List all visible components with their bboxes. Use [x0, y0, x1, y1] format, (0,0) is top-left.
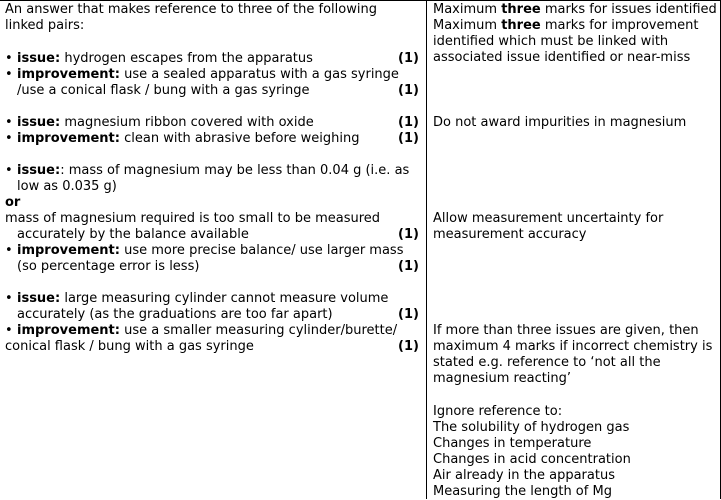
- pair2-improvement-mark: (1): [398, 131, 419, 146]
- max2-b: three: [501, 18, 541, 33]
- improvement-label: improvement:: [17, 67, 120, 82]
- more-than-three-line-1: If more than three issues are given, then: [433, 323, 699, 338]
- bullet-icon: •: [5, 67, 13, 82]
- more-than-three-line-2: maximum 4 marks if incorrect chemistry is: [433, 339, 713, 354]
- max1-a: Maximum: [433, 2, 502, 17]
- ignore-item: Air already in the apparatus: [433, 468, 615, 483]
- intro-line-1: An answer that makes reference to three of the following: [5, 2, 377, 17]
- improvement-label: improvement:: [17, 243, 120, 258]
- top-border: [0, 0, 721, 1]
- allow-line-1: Allow measurement uncertainty for: [433, 211, 664, 226]
- pair3-issue: [17, 163, 409, 179]
- bullet-icon: •: [5, 115, 13, 130]
- pair1-improvement-mark: (1): [398, 83, 419, 98]
- pair2-issue: [17, 115, 314, 131]
- pair4-issue-text: large measuring cylinder cannot measure volume: [60, 291, 389, 306]
- bullet-icon: •: [5, 323, 13, 338]
- impurities-note: Do not award impurities in magnesium: [433, 115, 687, 130]
- allow-line-2: measurement accuracy: [433, 227, 587, 242]
- bullet-icon: •: [5, 131, 13, 146]
- issue-label: issue:: [17, 291, 61, 306]
- pair2-improvement-text: clean with abrasive before weighing: [119, 131, 360, 146]
- issue-label: issue:: [17, 115, 61, 130]
- more-than-three-line-3: stated e.g. reference to ‘not all the: [433, 355, 661, 370]
- pair1-improvement-cont: /use a conical flask / bung with a gas syringe: [17, 83, 310, 98]
- pair1-issue-text: hydrogen escapes from the apparatus: [60, 51, 313, 66]
- pair4-improvement: [17, 323, 397, 339]
- pair3-issue-mark: (1): [398, 227, 419, 242]
- bullet-icon: •: [5, 51, 13, 66]
- intro-line-2: linked pairs:: [5, 18, 85, 33]
- pair3-improvement-cont: (so percentage error is less): [17, 259, 200, 274]
- pair3-improvement-mark: (1): [398, 259, 419, 274]
- more-than-three-line-4: magnesium reacting’: [433, 371, 572, 386]
- issue-label: issue:: [17, 51, 61, 66]
- ignore-heading: Ignore reference to:: [433, 404, 563, 419]
- max2-a: Maximum: [433, 18, 502, 33]
- pair3-improvement-text: use more precise balance/ use larger mass: [119, 243, 404, 258]
- bullet-icon: •: [5, 243, 13, 258]
- pair1-issue-mark: (1): [398, 51, 419, 66]
- pair4-issue-cont: accurately (as the graduations are too far apart): [17, 307, 333, 322]
- pair4-issue: [17, 291, 388, 307]
- max1-b: three: [501, 2, 541, 17]
- pair4-issue-mark: (1): [398, 307, 419, 322]
- max-improvement-line: [433, 18, 698, 34]
- max-line-4: associated issue identified or near-miss: [433, 50, 691, 65]
- column-divider: [426, 0, 427, 499]
- pair1-improvement: [17, 67, 399, 83]
- pair2-issue-mark: (1): [398, 115, 419, 130]
- pair4-improvement-cont: conical flask / bung with a gas syringe: [5, 339, 254, 354]
- ignore-item: The solubility of hydrogen gas: [433, 420, 630, 435]
- pair3-alt-issue: mass of magnesium required is too small to be measured: [5, 211, 381, 226]
- pair1-issue: [17, 51, 313, 67]
- improvement-label: improvement:: [17, 131, 120, 146]
- ignore-item: Changes in acid concentration: [433, 452, 631, 467]
- or-label: or: [5, 195, 21, 210]
- pair3-improvement: [17, 243, 403, 259]
- bullet-icon: •: [5, 291, 13, 306]
- max2-c: marks for improvement: [540, 18, 699, 33]
- pair3-issue-text: : mass of magnesium may be less than 0.04 g (i.e. as: [60, 163, 410, 178]
- max-issues-line: [433, 2, 717, 18]
- issue-label: issue:: [17, 163, 61, 178]
- improvement-label: improvement:: [17, 323, 120, 338]
- pair4-improvement-text: use a smaller measuring cylinder/burette/: [119, 323, 398, 338]
- max-line-3: identified which must be linked with: [433, 34, 669, 49]
- bullet-icon: •: [5, 163, 13, 178]
- pair2-issue-text: magnesium ribbon covered with oxide: [60, 115, 314, 130]
- pair4-improvement-mark: (1): [398, 339, 419, 354]
- pair2-improvement: [17, 131, 359, 147]
- pair1-improvement-text: use a sealed apparatus with a gas syringe: [119, 67, 399, 82]
- ignore-item: Measuring the length of Mg: [433, 484, 612, 499]
- pair3-issue-cont: low as 0.035 g): [17, 179, 117, 194]
- pair3-alt-issue-cont: accurately by the balance available: [17, 227, 249, 242]
- max1-c: marks for issues identified: [540, 2, 717, 17]
- ignore-item: Changes in temperature: [433, 436, 592, 451]
